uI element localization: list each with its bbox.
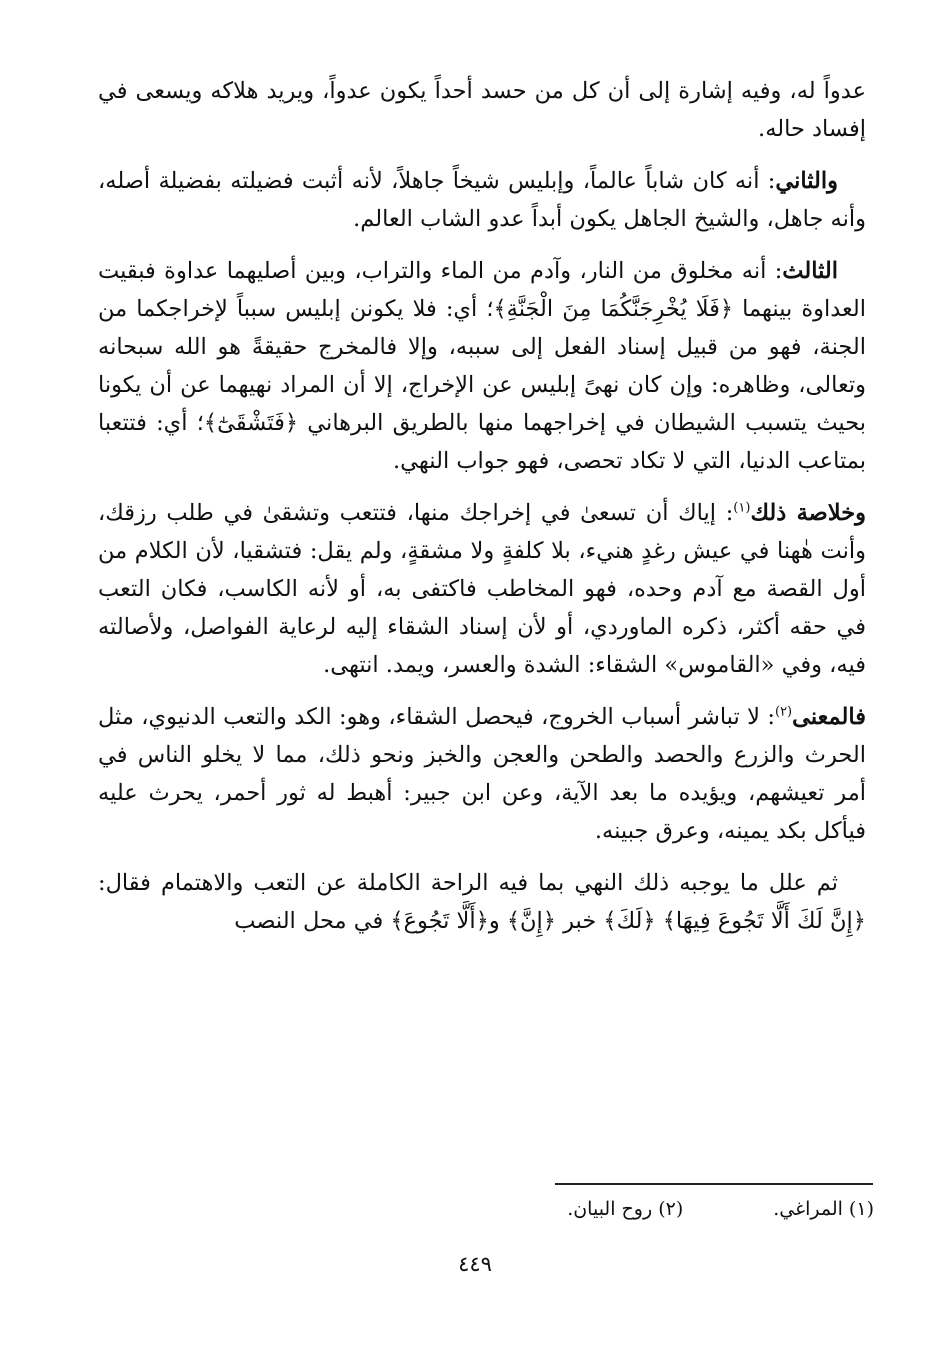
paragraph-heading: وخلاصة ذلك bbox=[750, 500, 866, 526]
paragraph-5 bbox=[98, 698, 866, 850]
page-number: ٤٤٩ bbox=[458, 1252, 492, 1276]
footnote-2: (٢) روح البيان. bbox=[567, 1198, 684, 1220]
footnote-reference: (١) bbox=[733, 500, 751, 516]
paragraph-heading: والثاني bbox=[775, 168, 838, 194]
paragraph-3 bbox=[98, 252, 866, 480]
paragraph-heading: الثالث bbox=[782, 258, 838, 284]
paragraph-text: عدواً له، وفيه إشارة إلى أن كل من حسد أحداً يكون عدواً، ويريد هلاكه ويسعى في إفساد حاله. bbox=[98, 78, 866, 142]
footnote-1: (١) المراغي. bbox=[773, 1198, 874, 1220]
footnote-divider bbox=[555, 1183, 873, 1185]
paragraph-heading: فالمعنى bbox=[792, 704, 866, 730]
paragraph-text: : أنه كان شاباً عالماً، وإبليس شيخاً جاهلاً، لأنه أثبت فضيلته بفضيلة أصله، وأنه جاهل، والشيخ الجاهل يكون أبداً عدو الشاب العالم. bbox=[98, 168, 866, 232]
footnotes bbox=[314, 1196, 874, 1222]
paragraph-text: ثم علل ما يوجبه ذلك النهي بما فيه الراحة الكاملة عن التعب والاهتمام فقال: ﴿إِنَّ لَكَ أَلَّا تَجُوعَ فِيهَا﴾ ﴿لَكَ﴾ خبر ﴿إِنَّ﴾ و﴿أَلَّا تَجُوعَ﴾ في محل النصب bbox=[98, 870, 866, 934]
paragraph-text: : لا تباشر أسباب الخروج، فيحصل الشقاء، وهو: الكد والتعب الدنيوي، مثل الحرث والزرع والحصد والطحن والعجن والخبز ونحو ذلك، مما لا يخلو الناس في أمر تعيشهم، ويؤيده ما بعد الآية، وعن ابن جبير: أهبط له ثور أحمر، يحرث عليه فيأكل بكد يمينه، وعرق جبينه. bbox=[98, 704, 866, 844]
paragraph-6 bbox=[98, 864, 866, 940]
paragraph-text: : أنه مخلوق من النار، وآدم من الماء والتراب، وبين أصليهما عداوة فبقيت العداوة بينهما ﴿فَلَا يُخْرِجَنَّكُمَا مِنَ الْجَنَّةِ﴾؛ أي: فلا يكونن إبليس سبباً لإخراجكما من الجنة، فهو من قبيل إسناد الفعل إلى سببه، وإلا فالمخرج حقيقةً هو الله سبحانه وتعالى، وظاهره: وإن كان نهىً إبليس عن الإخراج، إلا أن المراد نهيهما عن أن يكونا بحيث يتسبب الشيطان في إخراجهما منها بالطريق البرهاني ﴿فَتَشْقَىٰٓ﴾؛ أي: فتتعبا بمتاعب الدنيا، التي لا تكاد تحصى، فهو جواب النهي. bbox=[98, 258, 866, 474]
paragraph-2 bbox=[98, 162, 866, 238]
page-body bbox=[98, 72, 866, 954]
footnote-reference: (٢) bbox=[774, 704, 793, 720]
paragraph-1 bbox=[98, 72, 866, 148]
paragraph-4 bbox=[98, 494, 866, 684]
paragraph-text: : إياك أن تسعىٰ في إخراجك منها، فتتعب وتشقىٰ في طلب رزقك، وأنت هٰهنا في عيش رغدٍ هنيء، بلا كلفةٍ ولا مشقةٍ، ولم يقل: فتشقيا، لأن الكلام من أول القصة مع آدم وحده، فهو المخاطب فاكتفى به، أو لأنه الكاسب، فكان التعب في حقه أكثر، ذكره الماوردي، أو لأن إسناد الشقاء إليه لرعاية الفواصل، ولأصالته فيه، وفي «القاموس» الشقاء: الشدة والعسر، ويمد. انتهى. bbox=[98, 500, 866, 678]
